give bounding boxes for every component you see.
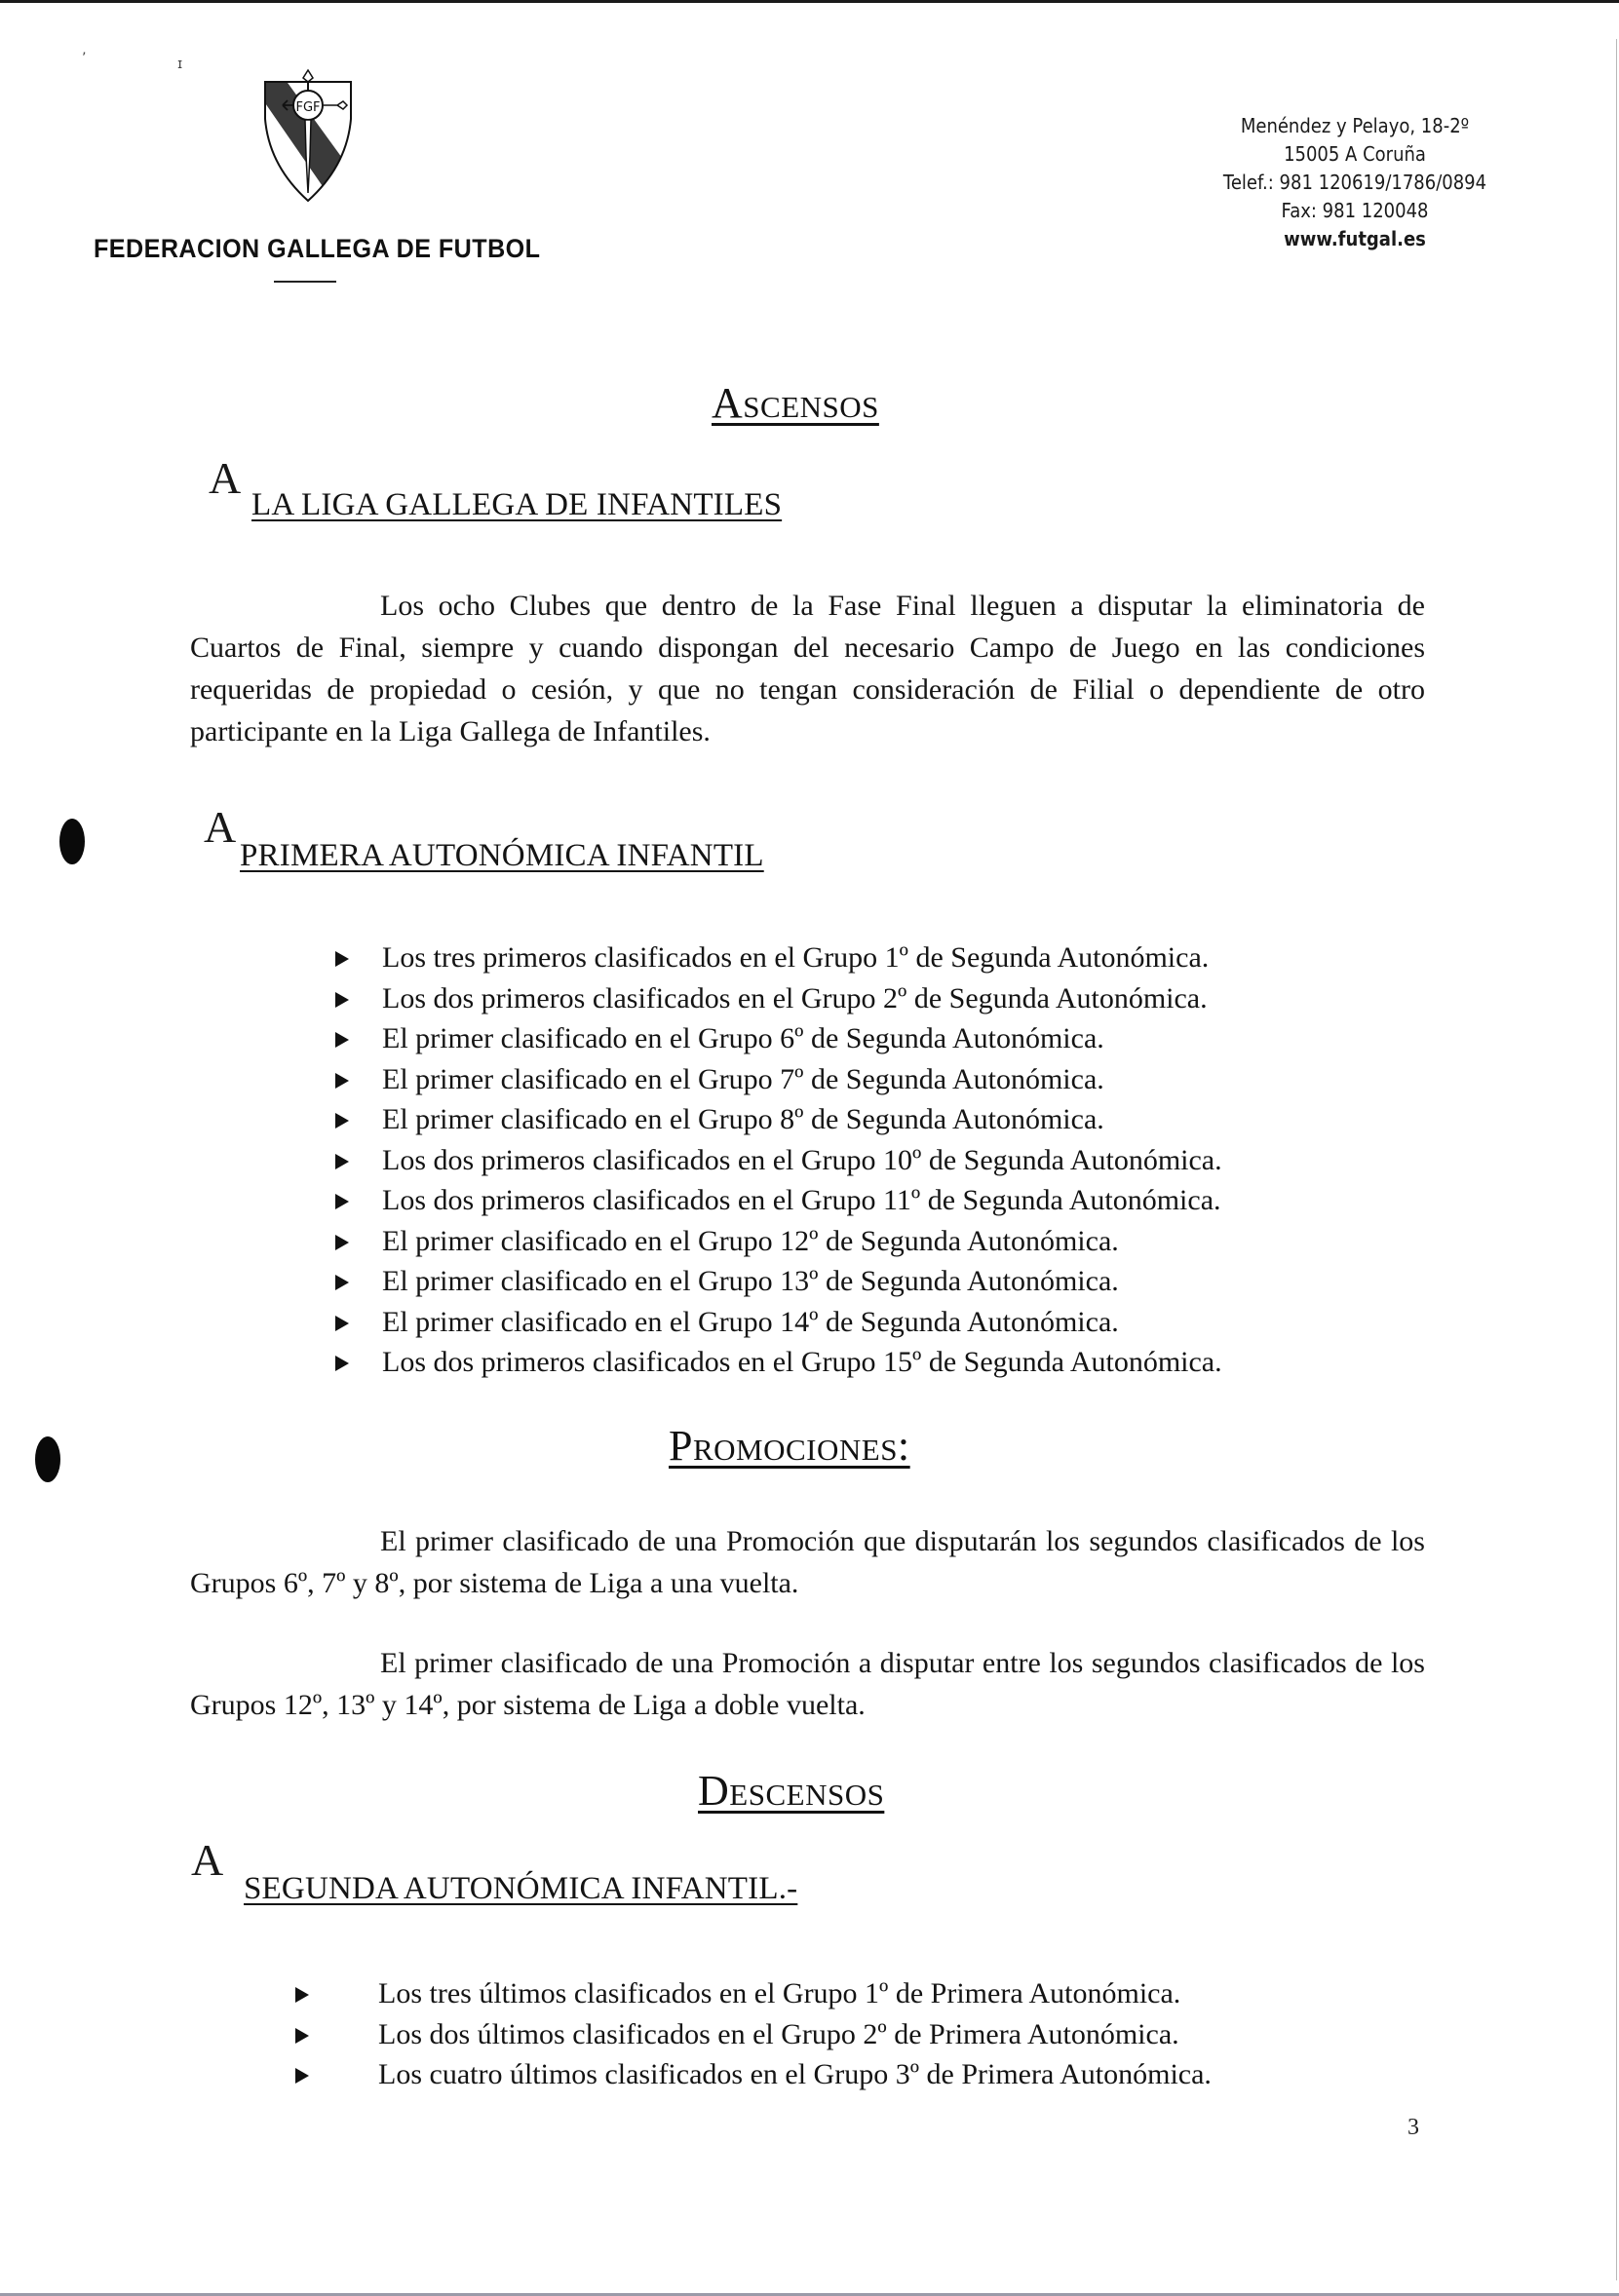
- organization-underline: [274, 281, 336, 283]
- arrow-bullet-icon: [335, 1275, 349, 1290]
- arrow-bullet-icon: [335, 1235, 349, 1250]
- federation-shield-logo-icon: [261, 68, 355, 205]
- contact-address: Menéndez y Pelayo, 18-2º: [1240, 114, 1470, 137]
- arrow-bullet-icon: [335, 951, 349, 967]
- arrow-bullet-icon: [335, 1356, 349, 1371]
- arrow-bullet-icon: [295, 1987, 309, 2003]
- subsection-title-liga-gallega: LA LIGA GALLEGA DE INFANTILES: [251, 487, 783, 522]
- arrow-bullet-icon: [335, 992, 349, 1008]
- section-title-promociones: Promociones:: [669, 1422, 910, 1470]
- list-item: Los dos primeros clasificados en el Grupo 10º de Segunda Autonómica.: [335, 1140, 1222, 1181]
- arrow-bullet-icon: [335, 1113, 349, 1129]
- arrow-bullet-icon: [335, 1316, 349, 1331]
- subsection-title-primera-autonomica: PRIMERA AUTONÓMICA INFANTIL: [240, 838, 764, 873]
- list-item: Los dos primeros clasificados en el Grupo 15º de Segunda Autonómica.: [335, 1342, 1222, 1383]
- list-item: Los dos primeros clasificados en el Grupo 11º de Segunda Autonómica.: [335, 1180, 1222, 1221]
- prefix-a: A: [191, 1835, 224, 1885]
- list-item: Los dos primeros clasificados en el Grupo 2º de Segunda Autonómica.: [335, 978, 1222, 1019]
- scan-right-edge: [1616, 39, 1617, 2280]
- list-item: El primer clasificado en el Grupo 7º de Segunda Autonómica.: [335, 1059, 1222, 1100]
- scan-top-edge: [0, 0, 1619, 3]
- arrow-bullet-icon: [335, 1032, 349, 1048]
- list-item: Los dos últimos clasificados en el Grupo 2º de Primera Autonómica.: [295, 2014, 1212, 2055]
- contact-block: [1188, 112, 1522, 253]
- list-item: Los tres primeros clasificados en el Grupo 1º de Segunda Autonómica.: [335, 938, 1222, 978]
- prefix-a: A: [204, 802, 237, 852]
- list-item: El primer clasificado en el Grupo 14º de Segunda Autonómica.: [335, 1302, 1222, 1343]
- subsection-title-segunda-autonomica: SEGUNDA AUTONÓMICA INFANTIL.-: [244, 1871, 798, 1906]
- arrow-bullet-icon: [335, 1073, 349, 1089]
- list-item: El primer clasificado en el Grupo 12º de Segunda Autonómica.: [335, 1221, 1222, 1262]
- svg-text:FGF: FGF: [295, 100, 321, 115]
- arrow-bullet-icon: [335, 1194, 349, 1209]
- punch-hole: [35, 1436, 60, 1482]
- list-item: El primer clasificado en el Grupo 13º de Segunda Autonómica.: [335, 1261, 1222, 1302]
- prefix-a: A: [209, 453, 242, 503]
- liga-gallega-paragraph: Los ocho Clubes que dentro de la Fase Final lleguen a disputar la eliminatoria de Cuartos de Final, siempre y cuando dispongan del necesario Campo de Juego en las condiciones requeridas de propiedad o cesión, y que no tengan consideración de Filial o dependiente de otro participante en la Liga Gallega de Infantiles.: [190, 590, 1425, 747]
- punch-hole: [59, 819, 85, 864]
- promociones-paragraph-2: El primer clasificado de una Promoción a disputar entre los segundos clasificados de los Grupos 12º, 13º y 14º, por sistema de Liga a doble vuelta.: [190, 1647, 1425, 1721]
- section-title-descensos: Descensos: [698, 1767, 885, 1815]
- organization-name: FEDERACION GALLEGA DE FUTBOL: [94, 234, 541, 263]
- segunda-autonomica-list: [295, 1973, 1212, 2095]
- section-title-ascensos: Ascensos: [712, 379, 879, 427]
- page-number: 3: [1407, 2115, 1419, 2140]
- contact-phone: Telef.: 981 120619/1786/0894: [1222, 171, 1487, 194]
- list-item: Los cuatro últimos clasificados en el Grupo 3º de Primera Autonómica.: [295, 2054, 1212, 2095]
- scan-speck: ’: [82, 51, 87, 66]
- contact-city: 15005 A Coruña: [1284, 142, 1426, 166]
- arrow-bullet-icon: [335, 1154, 349, 1169]
- list-item: Los tres últimos clasificados en el Grupo 1º de Primera Autonómica.: [295, 1973, 1212, 2014]
- scan-speck: ɪ: [177, 57, 183, 72]
- contact-website-link[interactable]: www.futgal.es: [1284, 227, 1426, 250]
- promociones-paragraph-1: El primer clasificado de una Promoción que disputarán los segundos clasificados de los Grupos 6º, 7º y 8º, por sistema de Liga a una vuelta.: [190, 1525, 1425, 1599]
- list-item: El primer clasificado en el Grupo 6º de Segunda Autonómica.: [335, 1018, 1222, 1059]
- primera-autonomica-list: [335, 938, 1222, 1383]
- arrow-bullet-icon: [295, 2068, 309, 2084]
- contact-fax: Fax: 981 120048: [1281, 199, 1429, 222]
- list-item: El primer clasificado en el Grupo 8º de Segunda Autonómica.: [335, 1099, 1222, 1140]
- arrow-bullet-icon: [295, 2028, 309, 2044]
